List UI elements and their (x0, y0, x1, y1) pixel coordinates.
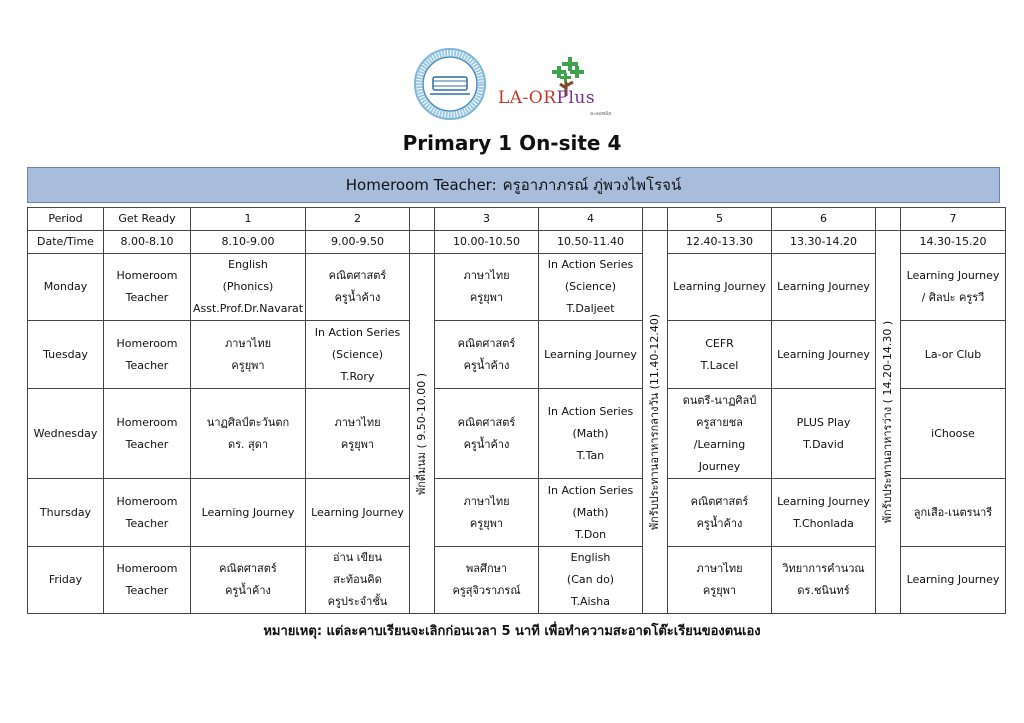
class-cell-line: ครูน้ำค้าง (225, 584, 271, 597)
class-cell-line: Learning Journey (777, 347, 870, 361)
class-cell (539, 547, 643, 614)
class-cell-line: Teacher (125, 358, 169, 372)
class-cell (306, 321, 410, 389)
class-cell (104, 254, 191, 321)
class-cell (772, 254, 876, 321)
school-seal-logo (414, 48, 486, 120)
laor-logo-text: LA-ORPlus (498, 88, 596, 108)
day-label: Friday (28, 547, 104, 614)
class-cell-line: คณิตศาสตร์ (457, 336, 516, 350)
class-cell-line: คณิตศาสตร์ (690, 494, 749, 508)
class-cell-line: ครูน้ำค้าง (463, 358, 510, 372)
page-title: Primary 1 On-site 4 (402, 131, 622, 155)
class-cell-line: (Phonics) (222, 280, 274, 293)
class-cell (539, 321, 643, 389)
header-period-7: 7 (901, 208, 1006, 231)
class-cell-line: Homeroom (116, 494, 178, 508)
time-slot-5: 12.40-13.30 (668, 231, 772, 254)
day-label: Thursday (28, 479, 104, 547)
header-period-1: 1 (191, 208, 306, 231)
header-break-cell (876, 208, 901, 231)
class-cell-line: ครูยุพา (231, 358, 265, 372)
class-cell-line: สะท้อนคิด (333, 573, 382, 586)
break-afternoon-label: พักรับประทานอาหารว่าง ( 14.20-14.30 ) (881, 320, 894, 524)
time-label: Date/Time (28, 231, 104, 254)
header-break-cell (410, 208, 435, 231)
class-cell-line: / ศิลปะ ครูรวี (921, 291, 985, 304)
header-period-6: 6 (772, 208, 876, 231)
class-cell-line: คณิตศาสตร์ (219, 562, 277, 575)
class-cell (306, 254, 410, 321)
time-slot-1: 8.10-9.00 (191, 231, 306, 254)
class-cell (668, 254, 772, 321)
class-cell (772, 389, 876, 479)
header-row (28, 208, 1006, 231)
class-cell-line: ครูยุพา (469, 516, 504, 530)
class-cell-line: Learning Journey (906, 573, 1000, 586)
class-cell-line: ครูน้ำค้าง (334, 291, 381, 304)
class-cell-line: Homeroom (116, 336, 178, 350)
class-cell (306, 547, 410, 614)
class-cell (901, 254, 1006, 321)
timetable (27, 207, 1006, 614)
class-cell-line: Asst.Prof.Dr.Navarat (193, 302, 304, 315)
class-cell-line: คณิตศาสตร์ (328, 269, 387, 282)
class-cell-line: (Science) (331, 347, 384, 361)
class-cell-line: T.Don (574, 527, 607, 541)
class-cell (539, 479, 643, 547)
class-cell-line: Learning Journey (673, 280, 766, 293)
class-cell (191, 389, 306, 479)
day-row-thursday (28, 479, 1006, 547)
class-cell-line: T.Tan (576, 448, 605, 462)
class-cell (435, 389, 539, 479)
time-break-cell (410, 231, 435, 254)
class-cell-line: Homeroom (116, 562, 178, 575)
class-cell (772, 479, 876, 547)
class-cell-line: (Math) (572, 426, 609, 440)
class-cell (435, 254, 539, 321)
header-period-2: 2 (306, 208, 410, 231)
class-cell (668, 479, 772, 547)
class-cell-line: CEFR (705, 336, 734, 350)
class-cell-line: ครูยุพา (340, 437, 375, 451)
day-label: Monday (28, 254, 104, 321)
header-period-4: 4 (539, 208, 643, 231)
class-cell-line: Homeroom (116, 415, 178, 429)
class-cell (539, 254, 643, 321)
class-cell-line: T.Rory (340, 369, 375, 383)
class-cell (191, 321, 306, 389)
class-cell-line: ภาษาไทย (463, 494, 510, 508)
laor-plus-logo (498, 60, 628, 116)
class-cell-line: (Math) (572, 505, 609, 519)
class-cell-line: ครูสายชล (696, 415, 743, 429)
class-cell-line: ครูยุพา (469, 291, 504, 304)
class-cell (191, 254, 306, 321)
homeroom-teacher-name: ครูอาภาภรณ์ ภู่พวงไพโรจน์ (502, 176, 682, 194)
class-cell-line: ครูน้ำค้าง (463, 437, 510, 451)
day-row-monday (28, 254, 1006, 321)
class-cell-line: (Can do) (566, 573, 615, 586)
class-cell-line: พลศึกษา (465, 562, 508, 575)
time-row (28, 231, 1006, 254)
class-cell-line: ภาษาไทย (463, 269, 510, 282)
class-cell-line: Learning Journey (777, 280, 870, 293)
class-cell-line: ครูยุพา (702, 584, 737, 597)
class-cell (435, 321, 539, 389)
class-cell-line: อ่าน เขียน (332, 551, 383, 564)
class-cell-line: English (228, 258, 268, 271)
class-cell (435, 479, 539, 547)
class-cell (901, 479, 1006, 547)
time-slot-0: 8.00-8.10 (104, 231, 191, 254)
class-cell-line: ครูสุจิวราภรณ์ (452, 584, 521, 597)
footnote: หมายเหตุ: แต่ละคาบเรียนจะเลิกก่อนเวลา 5 นาที เพื่อทำความสะอาดโต๊ะเรียนของตนเอง (263, 624, 761, 639)
header-period-0: Get Ready (104, 208, 191, 231)
class-cell (668, 389, 772, 479)
class-cell-line: La-or Club (924, 347, 982, 361)
homeroom-label: Homeroom Teacher: (345, 176, 497, 194)
class-cell-line: ดนตรี-นาฏศิลป์ (682, 393, 757, 407)
class-cell (104, 479, 191, 547)
time-slot-7: 14.30-15.20 (901, 231, 1006, 254)
class-cell (772, 547, 876, 614)
class-cell-line: In Action Series (547, 483, 634, 497)
class-cell (104, 389, 191, 479)
class-cell (104, 321, 191, 389)
class-cell-line: ดร. สุดา (227, 437, 269, 451)
class-cell-line: T.Daljeet (566, 302, 615, 315)
class-cell-line: Teacher (125, 437, 169, 451)
class-cell-line: Learning Journey (906, 269, 1000, 282)
class-cell-line: Teacher (125, 516, 169, 530)
day-label: Wednesday (28, 389, 104, 479)
class-cell-line: T.David (803, 437, 844, 451)
class-cell-line: ภาษาไทย (224, 336, 272, 350)
class-cell-line: T.Aisha (571, 595, 610, 608)
class-cell (191, 547, 306, 614)
class-cell-line: English (570, 551, 611, 564)
day-label: Tuesday (28, 321, 104, 389)
class-cell (772, 321, 876, 389)
break-lunch (643, 231, 668, 614)
class-cell (306, 389, 410, 479)
class-cell-line: คณิตศาสตร์ (457, 415, 516, 429)
class-cell-line: ภาษาไทย (334, 415, 381, 429)
homeroom-banner (27, 167, 1000, 203)
class-cell (306, 479, 410, 547)
laor-logo-subtext: ละออพลัส (590, 111, 612, 117)
day-row-wednesday (28, 389, 1006, 479)
break-morning (410, 254, 435, 614)
class-cell-line: Learning Journey (201, 505, 295, 519)
header-period-3: 3 (435, 208, 539, 231)
class-cell (191, 479, 306, 547)
class-cell-line: iChoose (931, 426, 975, 440)
class-cell-line: Learning Journey (777, 494, 870, 508)
class-cell (901, 547, 1006, 614)
class-cell-line: /Learning (693, 437, 746, 451)
break-lunch-label: พักรับประทานอาหารกลางวัน (11.40-12.40) (648, 313, 661, 531)
time-slot-3: 10.00-10.50 (435, 231, 539, 254)
class-cell-line: วิทยาการคำนวณ (782, 562, 865, 575)
class-cell-line: In Action Series (314, 325, 401, 339)
class-cell-line: ดร.ชนินทร์ (797, 584, 850, 597)
header-period: Period (28, 208, 104, 231)
time-slot-2: 9.00-9.50 (306, 231, 410, 254)
header-break-cell (643, 208, 668, 231)
class-cell-line: Homeroom (116, 269, 178, 282)
class-cell-line: In Action Series (547, 258, 634, 271)
logos-area (0, 48, 1024, 122)
class-cell-line: In Action Series (547, 404, 634, 418)
class-cell-line: Learning Journey (311, 505, 404, 519)
class-cell (668, 547, 772, 614)
class-cell-line: Journey (698, 459, 741, 473)
class-cell-line: ครูประจำชั้น (327, 595, 388, 608)
class-cell-line: Teacher (125, 584, 169, 597)
class-cell (901, 321, 1006, 389)
class-cell-line: ลูกเสือ-เนตรนารี (913, 505, 993, 519)
class-cell-line: Learning Journey (544, 347, 637, 361)
time-slot-6: 13.30-14.20 (772, 231, 876, 254)
class-cell-line: PLUS Play (796, 415, 851, 429)
class-cell (539, 389, 643, 479)
class-cell-line: T.Chonlada (793, 516, 854, 530)
class-cell-line: ภาษาไทย (696, 562, 743, 575)
day-row-friday (28, 547, 1006, 614)
class-cell-line: T.Lacel (700, 358, 739, 372)
class-cell-line: (Science) (564, 280, 617, 293)
class-cell-line: ครูน้ำค้าง (696, 516, 743, 530)
class-cell (435, 547, 539, 614)
class-cell (104, 547, 191, 614)
break-morning-label: พักดื่มนม ( 9.50-10.00 ) (415, 372, 428, 495)
time-slot-4: 10.50-11.40 (539, 231, 643, 254)
class-cell (901, 389, 1006, 479)
header-period-5: 5 (668, 208, 772, 231)
break-afternoon (876, 231, 901, 614)
class-cell-line: นาฏศิลป์ตะวันตก (206, 415, 290, 429)
class-cell-line: Teacher (125, 291, 169, 304)
class-cell (668, 321, 772, 389)
day-row-tuesday (28, 321, 1006, 389)
